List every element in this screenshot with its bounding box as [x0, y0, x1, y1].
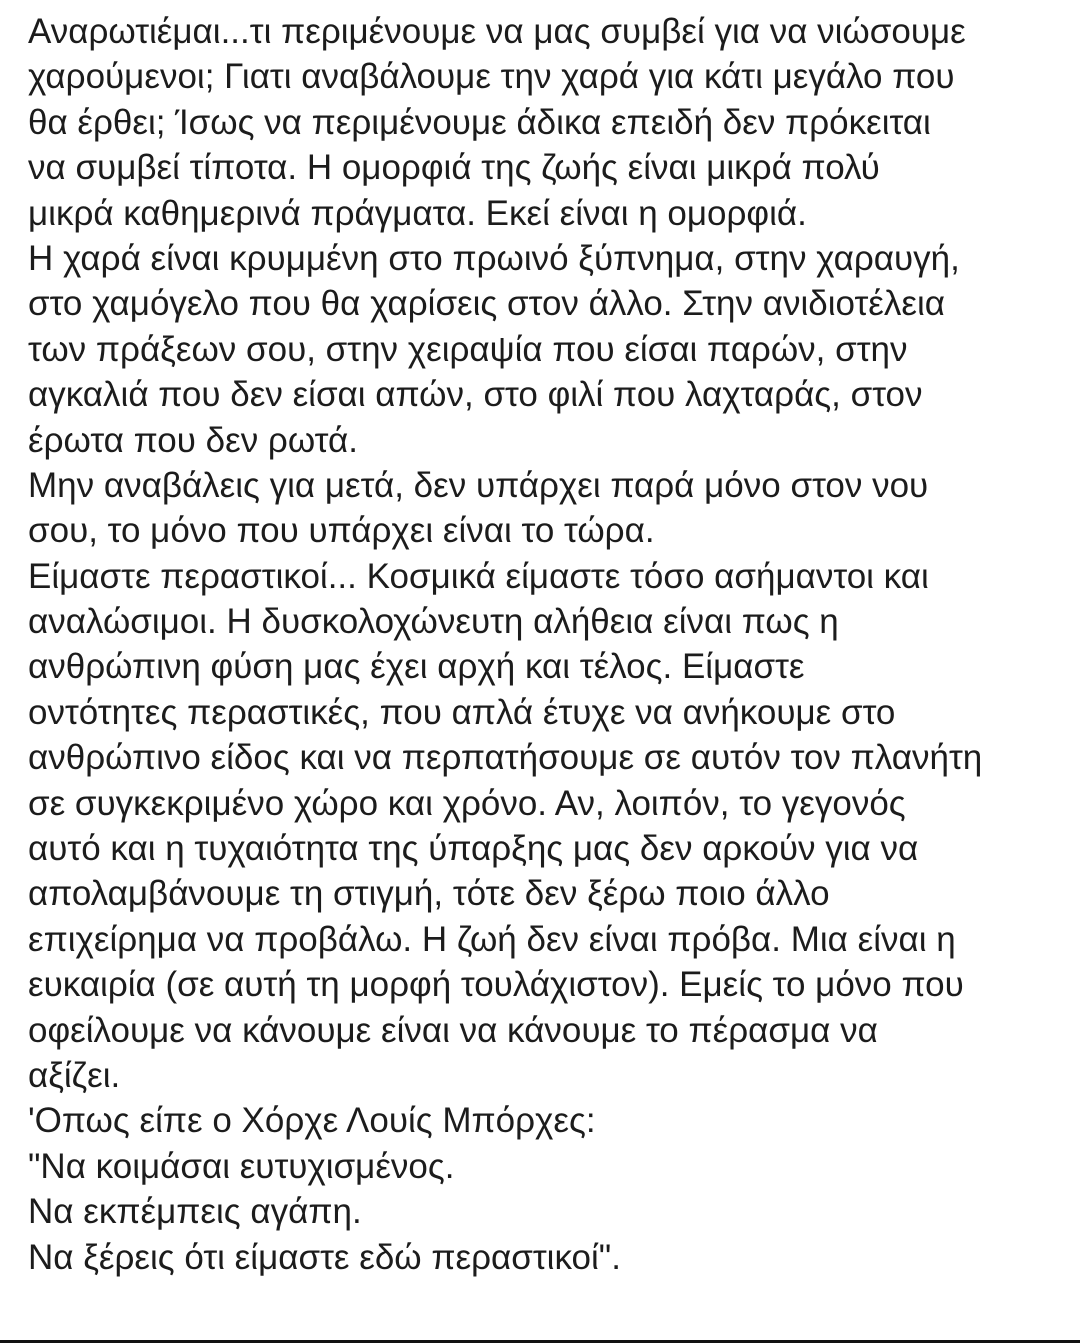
text-line: αγκαλιά που δεν είσαι απών, στο φιλί που λαχταράς, στον	[28, 375, 923, 415]
text-line: Να ξέρεις ότι είμαστε εδώ περαστικοί".	[28, 1237, 621, 1277]
text-line: οντότητες περαστικές, που απλά έτυχε να ανήκουμε στο	[28, 692, 896, 732]
text-line: αξίζει.	[28, 1055, 121, 1095]
text-line: έρωτα που δεν ρωτά.	[28, 420, 358, 460]
text-line: των πράξεων σου, στην χειραψία που είσαι παρών, στην	[28, 329, 908, 369]
text-line: ευκαιρία (σε αυτή τη μορφή τουλάχιστον). Εμείς το μόνο που	[28, 965, 964, 1005]
text-line: Η χαρά είναι κρυμμένη στο πρωινό ξύπνημα, στην χαραυγή,	[28, 238, 960, 278]
text-line: ανθρώπινη φύση μας έχει αρχή και τέλος. Είμαστε	[28, 647, 805, 687]
text-line: οφείλουμε να κάνουμε είναι να κάνουμε το πέρασμα να	[28, 1010, 878, 1050]
text-line: απολαμβάνουμε τη στιγμή, τότε δεν ξέρω ποιο άλλο	[28, 874, 830, 914]
text-line: αναλώσιμοι. Η δυσκολοχώνευτη αλήθεια είναι πως η	[28, 602, 839, 642]
text-line: Είμαστε περαστικοί... Κοσμικά είμαστε τόσο ασήμαντοι και	[28, 556, 929, 596]
text-line: επιχείρημα να προβάλω. Η ζωή δεν είναι πρόβα. Μια είναι η	[28, 919, 956, 959]
text-line: μικρά καθημερινά πράγματα. Εκεί είναι η ομορφιά.	[28, 193, 807, 233]
text-line: Αναρωτιέμαι...τι περιμένουμε να μας συμβεί για να νιώσουμε	[28, 12, 966, 51]
text-line: σε συγκεκριμένο χώρο και χρόνο. Αν, λοιπόν, το γεγονός	[28, 783, 906, 823]
text-line: Μην αναβάλεις για μετά, δεν υπάρχει παρά μόνο στον νου	[28, 465, 929, 505]
text-line: χαρούμενοι; Γιατι αναβάλουμε την χαρά για κάτι μεγάλο που	[28, 57, 955, 97]
text-line: Να εκπέμπεις αγάπη.	[28, 1192, 362, 1232]
text-line: "Να κοιμάσαι ευτυχισμένος.	[28, 1146, 455, 1186]
text-line: θα έρθει; Ίσως να περιμένουμε άδικα επειδή δεν πρόκειται	[28, 102, 931, 142]
text-line: 'Οπως είπε ο Χόρχε Λουίς Μπόρχες:	[28, 1101, 596, 1141]
text-line: αυτό και η τυχαιότητα της ύπαρξης μας δεν αρκούν για να	[28, 829, 919, 869]
post-text-body	[28, 9, 1073, 1280]
text-line: ανθρώπινο είδος και να περπατήσουμε σε αυτόν τον πλανήτη	[28, 738, 983, 778]
text-line: να συμβεί τίποτα. Η ομορφιά της ζωής είναι μικρά πολύ	[28, 148, 880, 188]
text-line: σου, το μόνο που υπάρχει είναι το τώρα.	[28, 511, 655, 551]
text-line: στο χαμόγελο που θα χαρίσεις στον άλλο. Στην ανιδιοτέλεια	[28, 284, 946, 324]
